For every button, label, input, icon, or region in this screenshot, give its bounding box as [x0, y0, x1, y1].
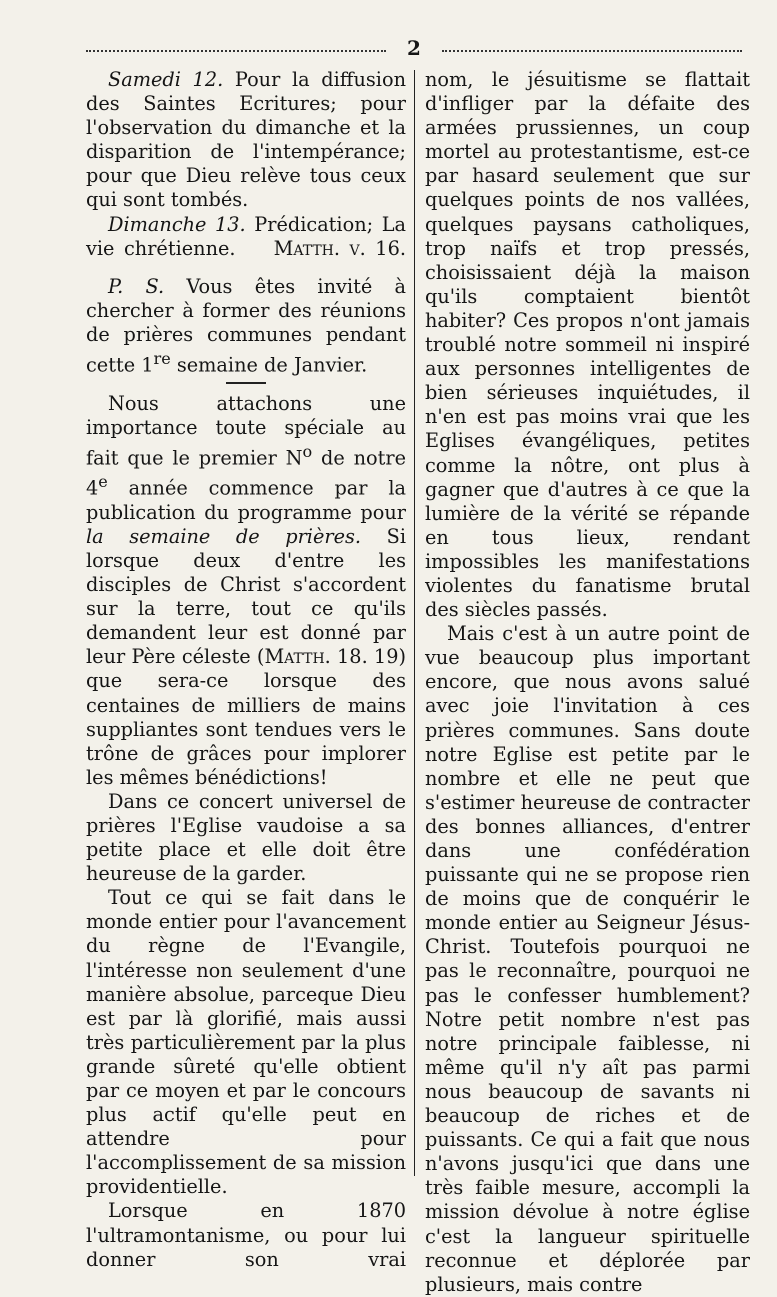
postscript-label: P. S.	[108, 274, 165, 298]
postscript-text-b: semaine de Janvier.	[170, 353, 368, 377]
samedi-day: Samedi 12.	[108, 68, 224, 91]
dimanche-text: Prédication; La vie chrétienne.	[86, 212, 406, 260]
paragraph-1870: Lorsque en 1870 l'ultramontanisme, ou pour lui donner son vrai	[86, 1199, 406, 1271]
paragraph-avancement: Tout ce qui se fait dans le monde entier pour l'avancement du règne de l'Evangile, l'intéresse non seulement d'une manière absolue, parceque Dieu est par là glorifié, mais aussi très particulièrement par la plus grande sûreté qu'elle obtient par ce moyen et par le concours plus actif qu'elle peut en attendre pour l'accomplissement de sa mission providentielle.	[86, 886, 406, 1199]
para1-text-b: de notre 4	[86, 446, 407, 500]
postscript-text-a: Vous êtes invité à chercher à former des réunions de prières communes pendant cette 1	[86, 274, 406, 377]
para1-text-d: Si lorsque deux d'entre les disciples de Christ s'accordent sur la terre, tout ce qu'ils demandent leur est donné par leur Père céleste (	[86, 524, 406, 669]
spacer	[86, 261, 406, 275]
para1-sup-number: o	[302, 441, 313, 461]
postscript	[86, 275, 406, 378]
paragraph-jesuitisme: nom, le jésuitisme se flattait d'infliger par la défaite des armées prussiennes, un coup mortel au protestantisme, est-ce par hasard seulement que sur quelques points de nos vallées, quelques paysans catholiques, trop naïfs et trop pressés, choisissaient déjà la maison qu'ils comptaient bientôt habiter? Ces propos n'ont jamais troublé notre sommeil ni inspiré aux personnes intelligentes de bien sérieuses inquiétudes, il n'en est pas moins vrai que les Eglises évangéliques, petites comme la nôtre, ont plus à gagner que d'autres à ce que la lumière de la vérité se répande en tous lieux, rendant impossibles les manifestations violentes du fanatisme brutal des siècles passés.	[425, 68, 750, 622]
postscript-sup: re	[153, 349, 171, 369]
dimanche-entry	[86, 213, 406, 261]
samedi-text: Pour la diffusion des Saintes Ecritures; pour l'observation du dimanche et la disparition de l'intempérance; pour que Dieu relève tous ceux qui sont tombés.	[86, 68, 407, 212]
section-separator	[226, 382, 266, 384]
dimanche-ref: Matth. v. 16.	[273, 236, 406, 260]
paragraph-importance	[86, 392, 406, 790]
dimanche-day: Dimanche 13.	[108, 212, 246, 236]
para1-ref: Matth. 18. 19	[264, 645, 399, 669]
left-column	[86, 68, 406, 1272]
para1-text-e: ) que sera-ce lorsque des centaines de milliers de mains suppliantes sont tendues vers le trône de grâces pour implorer les mêmes bénédictions!	[86, 645, 406, 789]
paragraph-point-de-vue: Mais c'est à un autre point de vue beaucoup plus important encore, que nous avons salué avec joie l'invitation à ces prières communes. Sans doute notre Eglise est petite par le nombre et elle ne peut que s'estimer heureuse de contracter des bonnes alliances, d'entrer dans une confédération puissante qui ne se propose rien de moins que de conquérir le monde entier au Seigneur Jésus-Christ. Toutefois pourquoi ne pas le reconnaître, pourquoi ne pas le confesser humblement? Notre petit nombre n'est pas notre principale faiblesse, ni même qu'il n'y aît pas parmi nous beaucoup de savants ni beaucoup de riches et de puissants. Ce qui a fait que nous n'avons jusqu'ici que dans une très faible mesure, accompli la mission dévolue à notre église c'est la langueur spirituelle reconnue et déplorée par plusieurs, mais contre	[425, 622, 750, 1296]
para1-italic: la semaine de prières.	[86, 524, 362, 548]
para1-text-c: année commence par la publication du programme pour	[86, 476, 406, 524]
header-rule-right	[442, 50, 742, 52]
right-column	[425, 68, 750, 1297]
para1-text-a: Nous attachons une importance toute spéciale au fait que le premier N	[86, 391, 406, 470]
column-divider	[414, 70, 415, 1176]
page-number: 2	[407, 36, 421, 60]
para1-sup-ordinal: e	[98, 472, 108, 492]
samedi-entry	[86, 68, 406, 213]
paragraph-concert: Dans ce concert universel de prières l'Eglise vaudoise a sa petite place et elle doit être heureuse de la garder.	[86, 789, 406, 886]
page-header	[86, 36, 742, 66]
